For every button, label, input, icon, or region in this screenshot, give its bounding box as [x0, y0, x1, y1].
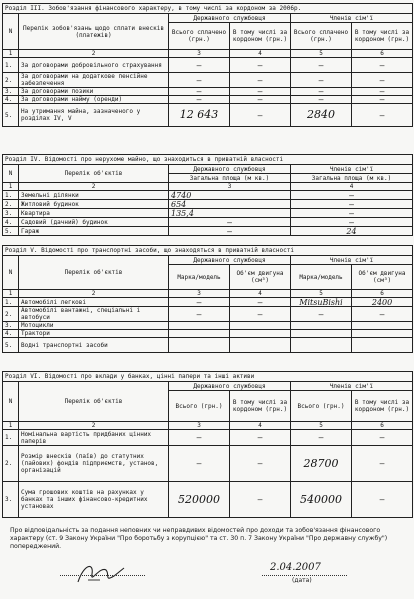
- row-number: 3.: [3, 88, 19, 96]
- row-number: 5.: [3, 338, 19, 353]
- section-6-title: Розділ VI. Відомості про вклади у банках, цінні папери та інші активи: [3, 372, 413, 382]
- section-6-table: [2, 371, 413, 518]
- row-label: Автомобілі вантажні, спеціальні і автобуси: [19, 307, 169, 322]
- table-row: [3, 58, 413, 73]
- row-label: Квартира: [19, 209, 169, 218]
- cell-value: —: [291, 58, 352, 73]
- col-number: 5: [291, 50, 352, 58]
- row-number: 1.: [3, 58, 19, 73]
- section-4-title: Розділ IV. Відомості про нерухоме майно, що знаходиться в приватній власності: [3, 155, 413, 165]
- date-line: [262, 575, 347, 576]
- col-description: Перелік об'єктів: [19, 165, 169, 183]
- cell-value: —: [230, 73, 291, 88]
- table-row: [3, 322, 413, 330]
- date-caption: (дата): [292, 577, 312, 584]
- cell-value: —: [352, 73, 413, 88]
- col-number: 1: [3, 290, 19, 298]
- col-n: N: [3, 14, 19, 50]
- col-number: 4: [291, 183, 413, 191]
- cell-value: —: [169, 73, 230, 88]
- row-label: Розмір внесків (паїв) до статутних (пайових) фондів підприємств, установ, організацій: [19, 446, 169, 482]
- cell-value: [352, 338, 413, 353]
- row-label: За договорами позики: [19, 88, 169, 96]
- cell-value: —: [291, 96, 352, 104]
- table-row: [3, 96, 413, 104]
- col-number: 4: [230, 422, 291, 430]
- table-row: [3, 104, 413, 127]
- cell-value: 520000: [169, 482, 230, 518]
- cell-value: [291, 338, 352, 353]
- cell-value: —: [169, 96, 230, 104]
- table-row: [3, 218, 413, 227]
- header-area: Загальна площа (м кв.): [291, 174, 413, 183]
- cell-value: —: [352, 88, 413, 96]
- cell-value: —: [291, 200, 413, 209]
- table-row: [3, 307, 413, 322]
- cell-value: —: [291, 209, 413, 218]
- header-engine-volume: Об'єм двигуна (см³): [352, 265, 413, 290]
- cell-value: 4740: [169, 191, 291, 200]
- cell-value: [291, 322, 352, 330]
- cell-value: 135,4: [169, 209, 291, 218]
- header-family: Членів сім'ї: [291, 256, 413, 265]
- row-label: Автомобілі легкові: [19, 298, 169, 307]
- header-brand: Марка/модель: [291, 265, 352, 290]
- cell-value: [169, 322, 230, 330]
- row-label: Номінальна вартість придбаних цінних паперів: [19, 430, 169, 446]
- cell-value: —: [352, 58, 413, 73]
- cell-value: —: [230, 104, 291, 127]
- section-4-table: [2, 154, 413, 236]
- row-number: 2.: [3, 446, 19, 482]
- row-label: Мотоцикли: [19, 322, 169, 330]
- cell-value: —: [352, 482, 413, 518]
- header-abroad: В тому числі за кордоном (грн.): [352, 391, 413, 422]
- col-number: 6: [352, 422, 413, 430]
- row-number: 5.: [3, 227, 19, 236]
- cell-value: —: [230, 96, 291, 104]
- cell-value: —: [169, 430, 230, 446]
- section-3-table: [2, 3, 413, 127]
- table-row: [3, 298, 413, 307]
- cell-value: —: [230, 307, 291, 322]
- section-5-table: [2, 245, 413, 353]
- section-5-title: Розділ V. Відомості про транспортні засоби, що знаходяться в приватній власності: [3, 246, 413, 256]
- col-n: N: [3, 382, 19, 422]
- row-label: Земельні ділянки: [19, 191, 169, 200]
- row-number: 4.: [3, 330, 19, 338]
- row-number: 3.: [3, 209, 19, 218]
- cell-value: —: [230, 298, 291, 307]
- table-row: [3, 227, 413, 236]
- liability-notice: Про відповідальність за подання неповних чи неправдивих відомостей про доходи та зобов'язання фінансового характеру (ст. 9 Закону України "Про боротьбу з корупцією" та ст. 30 п. 7 Закону України "Про державну службу") попереджений.: [10, 527, 388, 550]
- cell-value: [230, 338, 291, 353]
- row-number: 3.: [3, 322, 19, 330]
- cell-value: —: [169, 218, 291, 227]
- table-row: [3, 446, 413, 482]
- header-gov-servant: Державного службовця: [169, 14, 291, 23]
- col-number: 2: [19, 50, 169, 58]
- signature-line: [60, 575, 145, 576]
- header-abroad: В тому числі за кордоном (грн.): [230, 391, 291, 422]
- cell-value: —: [291, 430, 352, 446]
- header-area: Загальна площа (м кв.): [169, 174, 291, 183]
- cell-value: —: [230, 430, 291, 446]
- row-label: Трактори: [19, 330, 169, 338]
- row-label: Водні транспортні засоби: [19, 338, 169, 353]
- header-family: Членів сім'ї: [291, 382, 413, 391]
- cell-value: 2840: [291, 104, 352, 127]
- col-n: N: [3, 256, 19, 290]
- header-family: Членів сім'ї: [291, 165, 413, 174]
- cell-value: —: [352, 446, 413, 482]
- row-label: Садовий (дачний) будинок: [19, 218, 169, 227]
- cell-value: —: [230, 88, 291, 96]
- row-label: Сума грошових коштів на рахунках у банках та інших фінансово-кредитних установах: [19, 482, 169, 518]
- row-label: Гараж: [19, 227, 169, 236]
- cell-value: [352, 322, 413, 330]
- cell-value: 12 643: [169, 104, 230, 127]
- cell-value: —: [169, 58, 230, 73]
- signature: [70, 560, 130, 588]
- cell-value: —: [291, 307, 352, 322]
- cell-value: —: [352, 104, 413, 127]
- cell-value: 654: [169, 200, 291, 209]
- col-number: 1: [3, 422, 19, 430]
- header-total: Всього (грн.): [291, 391, 352, 422]
- cell-value: —: [352, 307, 413, 322]
- cell-value: —: [291, 73, 352, 88]
- table-row: [3, 330, 413, 338]
- cell-value: [169, 330, 230, 338]
- header-total: Всього (грн.): [169, 391, 230, 422]
- row-number: 4.: [3, 218, 19, 227]
- table-row: [3, 430, 413, 446]
- cell-value: —: [230, 482, 291, 518]
- col-number: 5: [291, 290, 352, 298]
- cell-value: [169, 338, 230, 353]
- col-number: 2: [19, 183, 169, 191]
- row-number: 1.: [3, 191, 19, 200]
- col-number: 4: [230, 50, 291, 58]
- row-number: 1.: [3, 298, 19, 307]
- row-number: 1.: [3, 430, 19, 446]
- row-label: За договорами добровільного страхування: [19, 58, 169, 73]
- row-label: Житловий будинок: [19, 200, 169, 209]
- row-label: На утримання майна, зазначеного у розділах IV, V: [19, 104, 169, 127]
- cell-value: 24: [291, 227, 413, 236]
- table-row: [3, 88, 413, 96]
- col-number: 2: [19, 422, 169, 430]
- col-number: 4: [230, 290, 291, 298]
- cell-value: —: [169, 227, 291, 236]
- header-engine-volume: Об'єм двигуна (см³): [230, 265, 291, 290]
- col-description: Перелік зобов'язань щодо сплати внесків (платежів): [19, 14, 169, 50]
- header-abroad: В тому числі за кордоном (грн.): [230, 23, 291, 50]
- cell-value: [230, 322, 291, 330]
- row-number: 5.: [3, 104, 19, 127]
- header-gov-servant: Державного службовця: [169, 382, 291, 391]
- col-number: 3: [169, 290, 230, 298]
- col-number: 6: [352, 290, 413, 298]
- cell-value: —: [230, 58, 291, 73]
- row-number: 2.: [3, 73, 19, 88]
- header-brand: Марка/модель: [169, 265, 230, 290]
- header-gov-servant: Державного службовця: [169, 256, 291, 265]
- table-row: [3, 200, 413, 209]
- table-row: [3, 73, 413, 88]
- col-number: 6: [352, 50, 413, 58]
- col-number: 2: [19, 290, 169, 298]
- row-number: 2.: [3, 200, 19, 209]
- cell-value: —: [352, 430, 413, 446]
- cell-value: 2400: [352, 298, 413, 307]
- row-number: 4.: [3, 96, 19, 104]
- cell-value: [230, 330, 291, 338]
- cell-value: —: [291, 191, 413, 200]
- row-number: 2.: [3, 307, 19, 322]
- cell-value: 540000: [291, 482, 352, 518]
- cell-value: —: [169, 307, 230, 322]
- col-number: 3: [169, 183, 291, 191]
- col-number: 1: [3, 183, 19, 191]
- row-label: За договорами на додаткове пенсійне забезпечення: [19, 73, 169, 88]
- cell-value: —: [291, 88, 352, 96]
- cell-value: —: [169, 88, 230, 96]
- col-number: 1: [3, 50, 19, 58]
- cell-value: [352, 330, 413, 338]
- table-row: [3, 209, 413, 218]
- row-number: 3.: [3, 482, 19, 518]
- date-value: 2.04.2007: [270, 562, 321, 573]
- col-number: 5: [291, 422, 352, 430]
- cell-value: [291, 330, 352, 338]
- cell-value: —: [352, 96, 413, 104]
- header-abroad: В тому числі за кордоном (грн.): [352, 23, 413, 50]
- cell-value: MitsuBishi: [291, 298, 352, 307]
- cell-value: —: [230, 446, 291, 482]
- cell-value: —: [169, 298, 230, 307]
- col-description: Перелік об'єктів: [19, 256, 169, 290]
- col-description: Перелік об'єктів: [19, 382, 169, 422]
- col-number: 3: [169, 50, 230, 58]
- col-n: N: [3, 165, 19, 183]
- cell-value: —: [169, 446, 230, 482]
- header-total: Всього сплачено (грн.): [291, 23, 352, 50]
- cell-value: 28700: [291, 446, 352, 482]
- cell-value: —: [291, 218, 413, 227]
- table-row: [3, 191, 413, 200]
- header-gov-servant: Державного службовця: [169, 165, 291, 174]
- col-number: 3: [169, 422, 230, 430]
- header-family: Членів сім'ї: [291, 14, 413, 23]
- table-row: [3, 338, 413, 353]
- section-3-title: Розділ III. Зобов'язання фінансового характеру, в тому числі за кордоном за 2006р.: [3, 4, 413, 14]
- row-label: За договорами найму (оренди): [19, 96, 169, 104]
- header-total: Всього сплачено (грн.): [169, 23, 230, 50]
- table-row: [3, 482, 413, 518]
